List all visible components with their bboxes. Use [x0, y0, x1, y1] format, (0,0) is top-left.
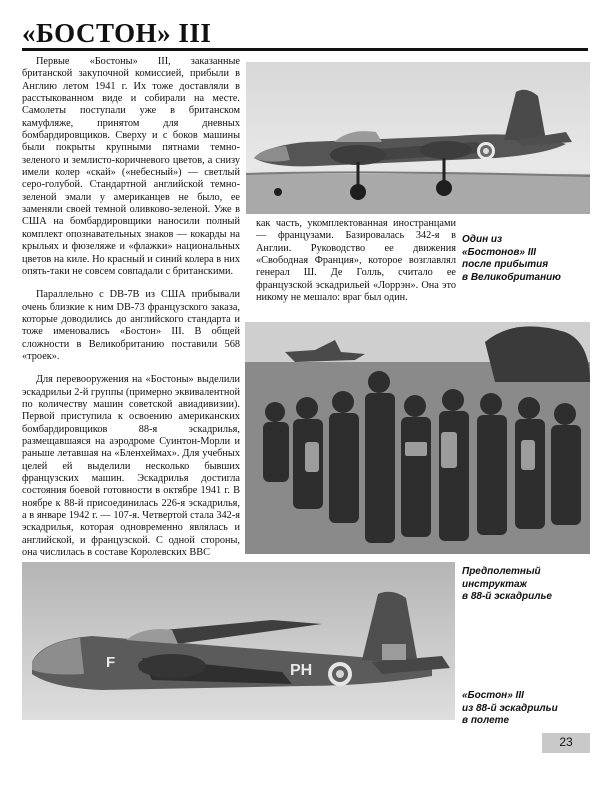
- caption-photo2: [462, 566, 592, 604]
- caption-line: Предполетный: [462, 566, 541, 577]
- text-column-middle: [256, 218, 456, 304]
- page-title: «БОСТОН» III: [22, 18, 212, 48]
- caption-line: «Бостон» III: [462, 690, 524, 701]
- page-number: 23: [559, 735, 573, 749]
- photo-boston-in-flight: [22, 562, 455, 720]
- caption-line: Один из: [462, 234, 503, 245]
- photo-briefing: [245, 322, 590, 554]
- caption-line: в Великобританию: [462, 271, 561, 283]
- caption-line: инструктаж: [462, 578, 527, 590]
- fuselage-code-label: РН: [290, 662, 313, 679]
- caption-line: «Бостонов» III: [462, 246, 537, 258]
- photo-boston-on-ground: [246, 62, 590, 214]
- caption-line: в 88-й эскадрилье: [462, 591, 552, 602]
- caption-line: из 88-й эскадрильи: [462, 702, 558, 714]
- text-column-left: [22, 56, 240, 559]
- title-rule: [22, 48, 588, 51]
- caption-line: в полете: [462, 715, 510, 726]
- paragraph: Первые «Бостоны» III, заказанные британской закупочной комиссией, прибыли в Англию летом 1941 г. Их тоже доставляли в расстыкованном виде и собирали на месте. Самолеты поступали уже в британском камуфляже, принятом для дневных бомбардировщиков. Сверху и с боков машины были покрыты крупными пятнами темно-зеленого и землисто-коричневого цветов, а снизу имели колер «скай» («небесный») — светлый серо-голубой. Стандартной английской темно-зеленой эмали у американцев не было, ее заменяли своей темной оливково-зеленой. Уже в США на бомбардировщики наносили полный комплект опознавательных знаков — кокарды на крыльях и фюзеляже и «флажки» национальных цветов на киле. Но красный и синий колера в них опять-таки не совсем совпадали с британскими.: [22, 56, 240, 277]
- paragraph: как часть, укомплектованная иностранцами — французами. Базировалась 342-я в Англии. Руководство ее движения «Свободная Франция», которое возглавлял генерал Ш. Де Голль, считало ее французской эскадрильей «Лоррэн». Она это никому не мешало: враг был один.: [256, 218, 456, 304]
- caption-line: после прибытия: [462, 259, 549, 270]
- caption-photo3: [462, 690, 592, 728]
- paragraph: Параллельно с DB-7B из США прибывали очень близкие к ним DB-73 французского заказа, которые доводились до английского стандарта и тоже именовались «Бостон» III. В общей сложности в Великобританию поставили 568 «троек».: [22, 289, 240, 362]
- caption-photo1: [462, 234, 592, 284]
- paragraph: Для перевооружения на «Бостоны» выделили эскадрильи 2-й группы (примерно эквивалентной по количеству машин советской авиадивизии). Первой приступила к освоению американских бомбардировщиков 88-я эскадрилья, размещавшаяся на аэродроме Суинтон-Морли и раньше летавшая на «Бленхеймах». Для учебных целей ей выделили несколько бывших французских машин. Эскадрилья достигла состояния боевой готовности в октябре 1941 г. В ноябре к 88-й присоединилась 226-я эскадрилья, а в январе 1942 г. — 107-я. Четвертой стала 342-я эскадрилья, которая одновременно являлась и английской, и французской. С одной стороны, она числилась в составе Королевских ВВС: [22, 374, 240, 559]
- nose-letter-label: F: [106, 654, 116, 671]
